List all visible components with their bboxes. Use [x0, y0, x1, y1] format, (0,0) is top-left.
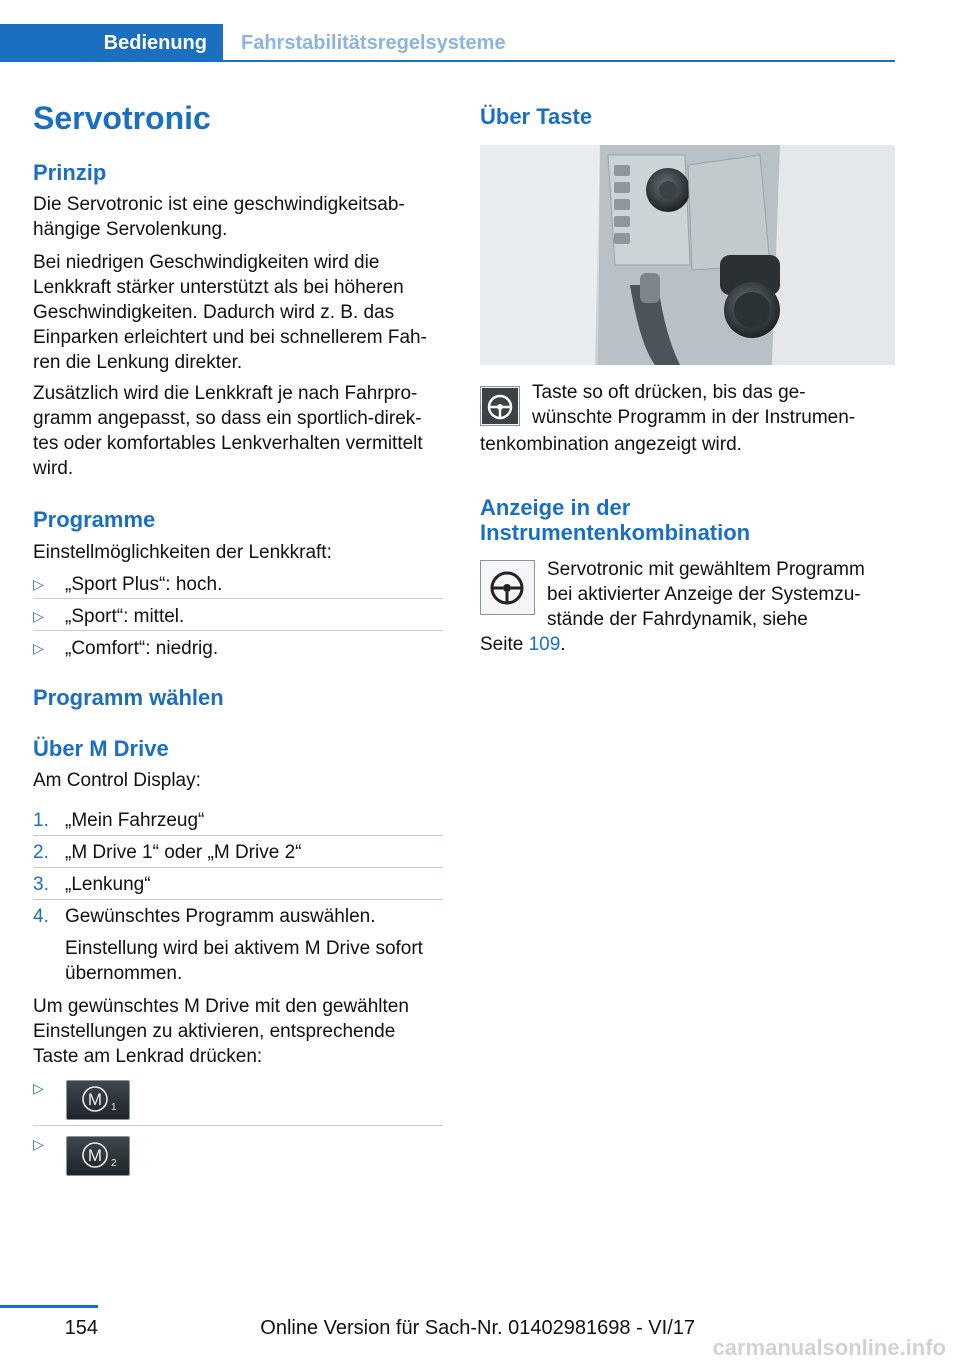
heading-programme: Programme: [33, 507, 156, 532]
m-drive-activation-text: Um gewünschtes M Drive mit den gewählten Einstellungen zu aktivieren, entsprechende Taste am Lenkrad drücken:: [33, 996, 409, 1067]
divider: [33, 899, 443, 900]
svg-text:M: M: [87, 1146, 103, 1165]
steering-wheel-icon: [480, 386, 520, 426]
online-version-note: Online Version für Sach-Nr. 01402981698 - VI/17: [260, 1317, 695, 1339]
divider: [33, 867, 443, 868]
watermark: carmanualsonline.info: [712, 1335, 946, 1360]
svg-text:2: 2: [111, 1158, 117, 1169]
paragraph-prinzip-3: Zusätzlich wird die Lenkkraft je nach Fahrpro‐ gramm angepasst, so dass ein sportlich-direk‐ tes oder komfortables Lenkverhalten vermittelt wird.: [33, 383, 423, 479]
divider: [33, 835, 443, 836]
m-drive-2-button-icon: [66, 1136, 130, 1176]
footer-rule: [0, 1305, 98, 1308]
m-drive-intro: Am Control Display:: [33, 770, 201, 791]
bullet-triangle-icon: ▷: [33, 640, 44, 656]
heading-anzeige: Anzeige in der Instrumentenkombination: [480, 495, 751, 545]
m-drive-1-button-icon: [66, 1080, 130, 1120]
programme-intro: Einstellmöglichkeiten der Lenkkraft:: [33, 542, 332, 563]
bullet-triangle-icon: ▷: [33, 1080, 44, 1096]
page-ref-link[interactable]: 109: [528, 634, 561, 655]
paragraph-prinzip-1: Die Servotronic ist eine geschwindigkeitsab‐ hängige Servolenkung.: [33, 194, 405, 240]
tab-bedienung[interactable]: Bedienung: [0, 24, 223, 62]
svg-text:M: M: [87, 1090, 103, 1109]
page-title: Servotronic: [33, 100, 211, 136]
svg-text:1: 1: [111, 1102, 117, 1113]
header-tabs: [0, 24, 895, 62]
servotronic-display-icon: [480, 560, 535, 615]
subheading-ueber-m-drive: Über M Drive: [33, 736, 169, 761]
divider: [33, 1125, 443, 1126]
heading-ueber-taste: Über Taste: [480, 104, 593, 129]
ueber-taste-text-lines-1-2: Taste so oft drücken, bis das ge‐ wünschte Programm in der Instrumen‐: [532, 382, 856, 428]
anzeige-text: Servotronic mit gewähltem Programm bei aktivierter Anzeige der Systemzu‐ stände der Fahrdynamik, siehe: [547, 559, 865, 630]
anzeige-page-ref: Seite 109.: [480, 634, 566, 655]
step-4-note: Einstellung wird bei aktivem M Drive sofort übernommen.: [65, 938, 423, 984]
center-console-photo: [480, 145, 895, 365]
paragraph-prinzip-2: Bei niedrigen Geschwindigkeiten wird die Lenkkraft stärker unterstützt als bei höheren Geschwindigkeiten. Dadurch wird z. B. das Einparken erleichtert und bei schnellerem Fah‐ ren die Lenkung direkter.: [33, 252, 427, 373]
divider: [33, 598, 443, 599]
heading-programm-waehlen: Programm wählen: [33, 685, 224, 710]
bullet-triangle-icon: ▷: [33, 1136, 44, 1152]
heading-prinzip: Prinzip: [33, 160, 107, 185]
tab-fahrstabilitaetsregelsysteme[interactable]: Fahrstabilitätsregelsysteme: [241, 31, 506, 54]
divider: [33, 630, 443, 631]
header-rule: [223, 60, 895, 62]
bullet-triangle-icon: ▷: [33, 576, 44, 592]
page-number: 154: [64, 1317, 98, 1339]
ueber-taste-text-line-3: tenkombination angezeigt wird.: [480, 434, 742, 455]
bullet-triangle-icon: ▷: [33, 608, 44, 624]
